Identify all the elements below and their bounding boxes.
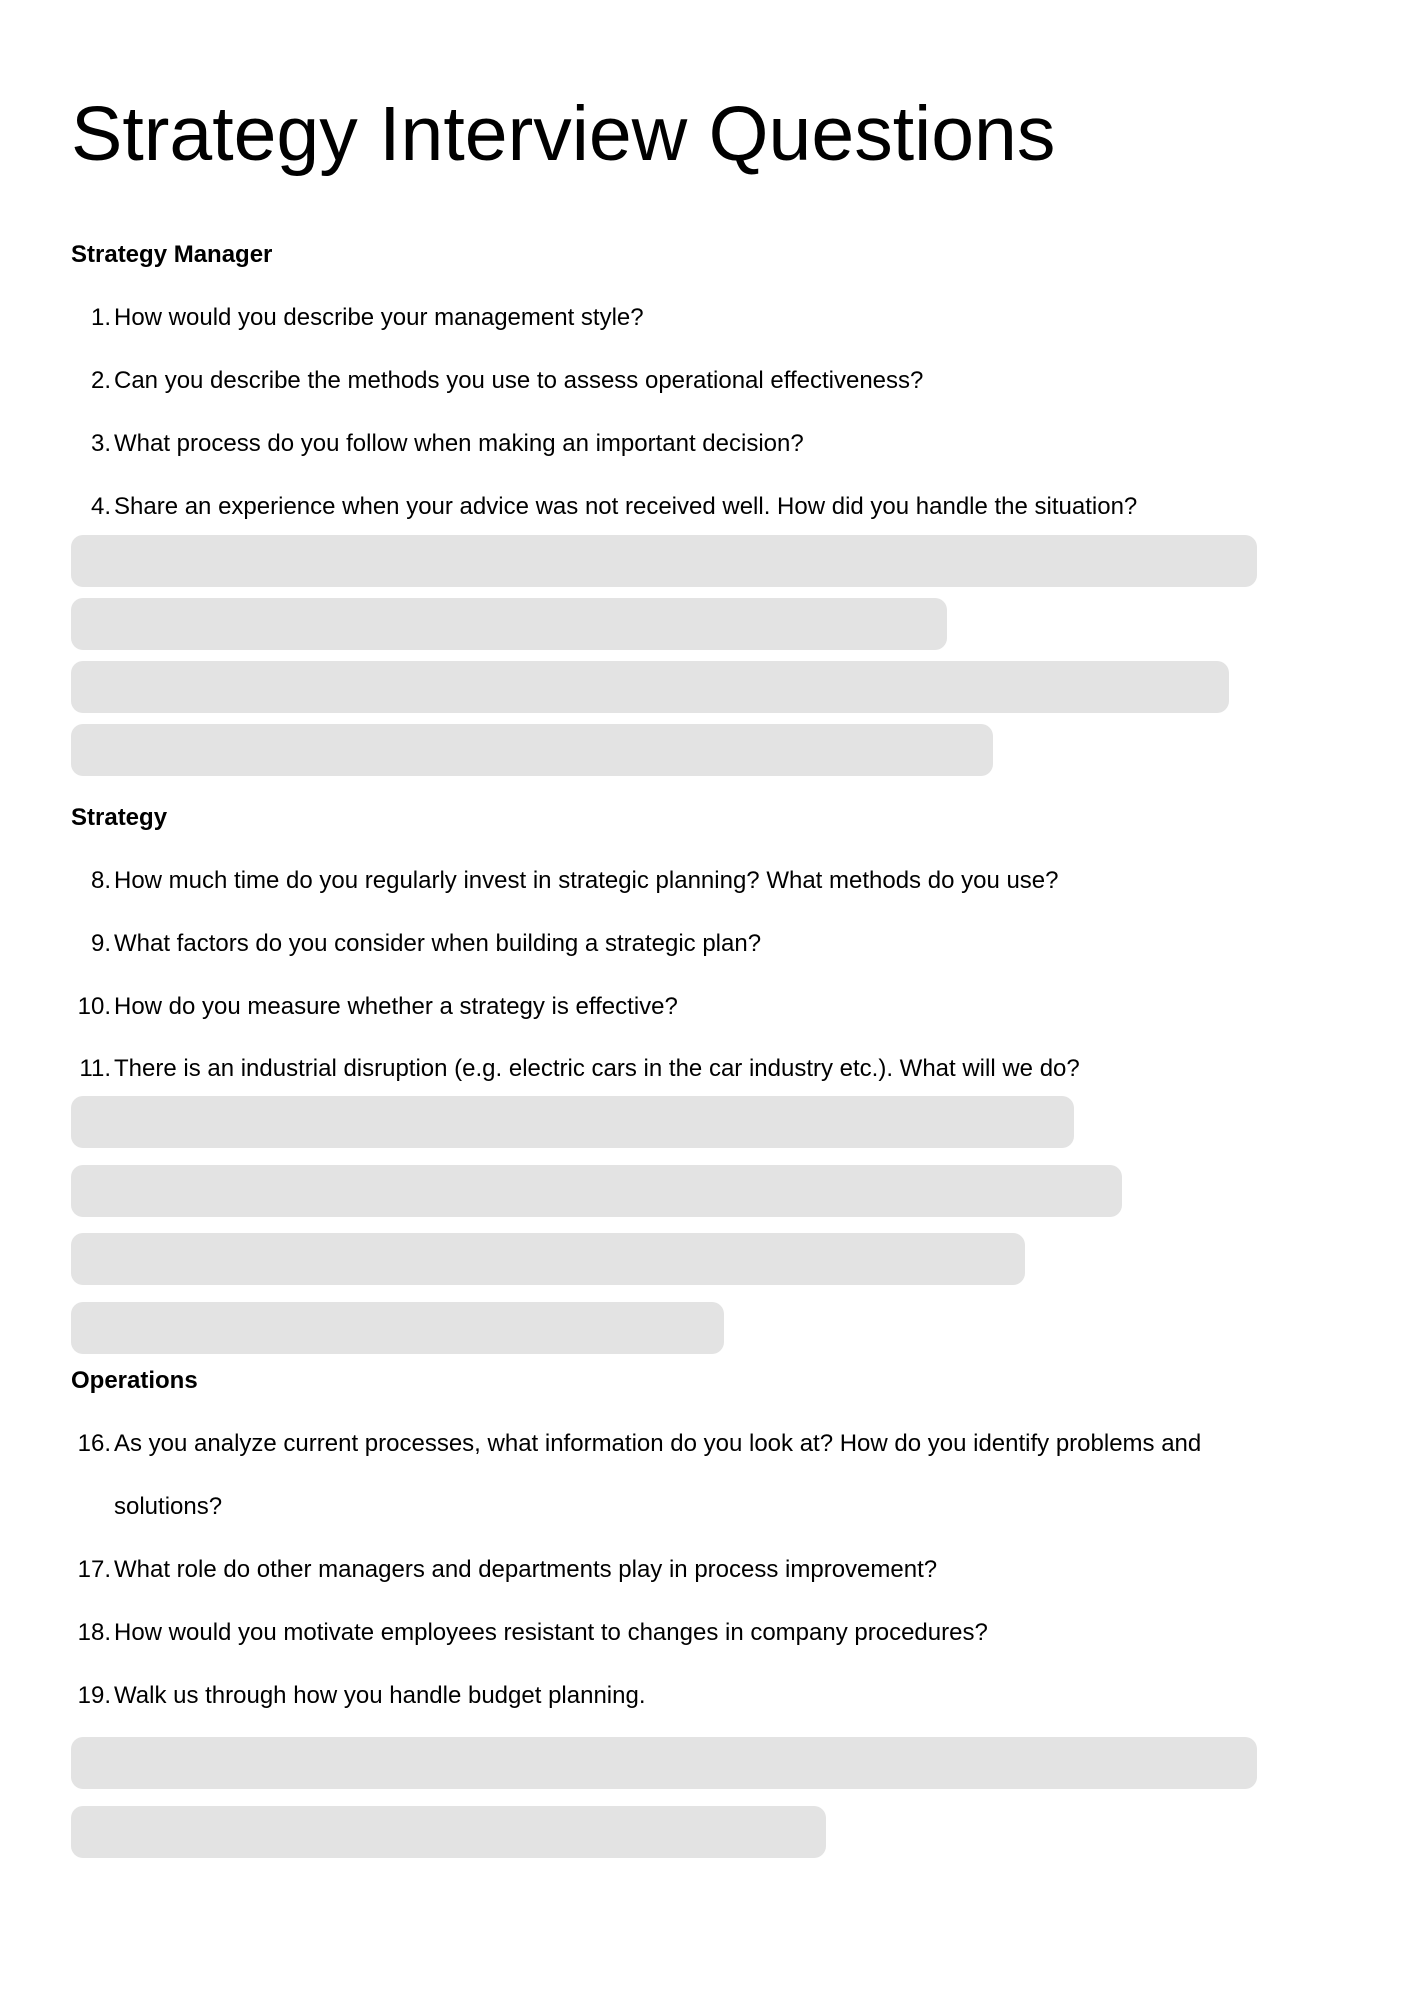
list-item-text: What factors do you consider when building a strategic plan?	[114, 930, 762, 957]
list-item-text: How would you motivate employees resistant to changes in company procedures?	[114, 1619, 988, 1646]
redacted-placeholder-bar	[71, 1096, 1074, 1148]
list-item-text: Share an experience when your advice was not received well. How did you handle the situation?	[114, 493, 1138, 520]
redacted-placeholder-bar	[71, 1737, 1257, 1789]
section-heading-operations: Operations	[71, 1367, 198, 1394]
list-item-number: 2.	[90, 367, 111, 394]
list-item-text: How do you measure whether a strategy is effective?	[114, 993, 678, 1020]
list-item-text: How would you describe your management style?	[114, 304, 644, 331]
redacted-placeholder-bar	[71, 724, 993, 776]
list-item-text: solutions?	[114, 1493, 223, 1520]
list-item-text: Walk us through how you handle budget planning.	[114, 1682, 646, 1709]
redacted-placeholder-bar	[71, 1302, 724, 1354]
list-item-number: 8.	[90, 867, 111, 894]
section-heading-strategy: Strategy	[71, 804, 168, 831]
redacted-placeholder-bar	[71, 535, 1257, 587]
list-item-text: How much time do you regularly invest in strategic planning? What methods do you use?	[114, 867, 1059, 894]
page-title: Strategy Interview Questions	[71, 91, 1056, 177]
list-item-number: 3.	[90, 430, 111, 457]
list-item-number: 18.	[77, 1619, 111, 1646]
list-item-text: What role do other managers and departments play in process improvement?	[114, 1556, 938, 1583]
section-heading-strategy-manager: Strategy Manager	[71, 241, 273, 268]
list-item-number: 17.	[77, 1556, 111, 1583]
list-item-text: There is an industrial disruption (e.g. electric cars in the car industry etc.). What will we do?	[114, 1055, 1080, 1082]
list-item-number: 4.	[90, 493, 111, 520]
redacted-placeholder-bar	[71, 598, 947, 650]
list-item-text: Can you describe the methods you use to assess operational effectiveness?	[114, 367, 924, 394]
redacted-placeholder-bar	[71, 661, 1229, 713]
list-item-text: As you analyze current processes, what information do you look at? How do you identify problems and	[114, 1430, 1202, 1457]
redacted-placeholder-bar	[71, 1806, 826, 1858]
redacted-placeholder-bar	[71, 1233, 1025, 1285]
list-item-number: 10.	[77, 993, 111, 1020]
list-item-number: 19.	[77, 1682, 111, 1709]
list-item-number: 11.	[79, 1055, 111, 1082]
list-item-number: 16.	[77, 1430, 111, 1457]
redacted-placeholder-bar	[71, 1165, 1122, 1217]
list-item-number: 9.	[90, 930, 111, 957]
list-item-number: 1.	[90, 304, 111, 331]
list-item-text: What process do you follow when making an important decision?	[114, 430, 804, 457]
